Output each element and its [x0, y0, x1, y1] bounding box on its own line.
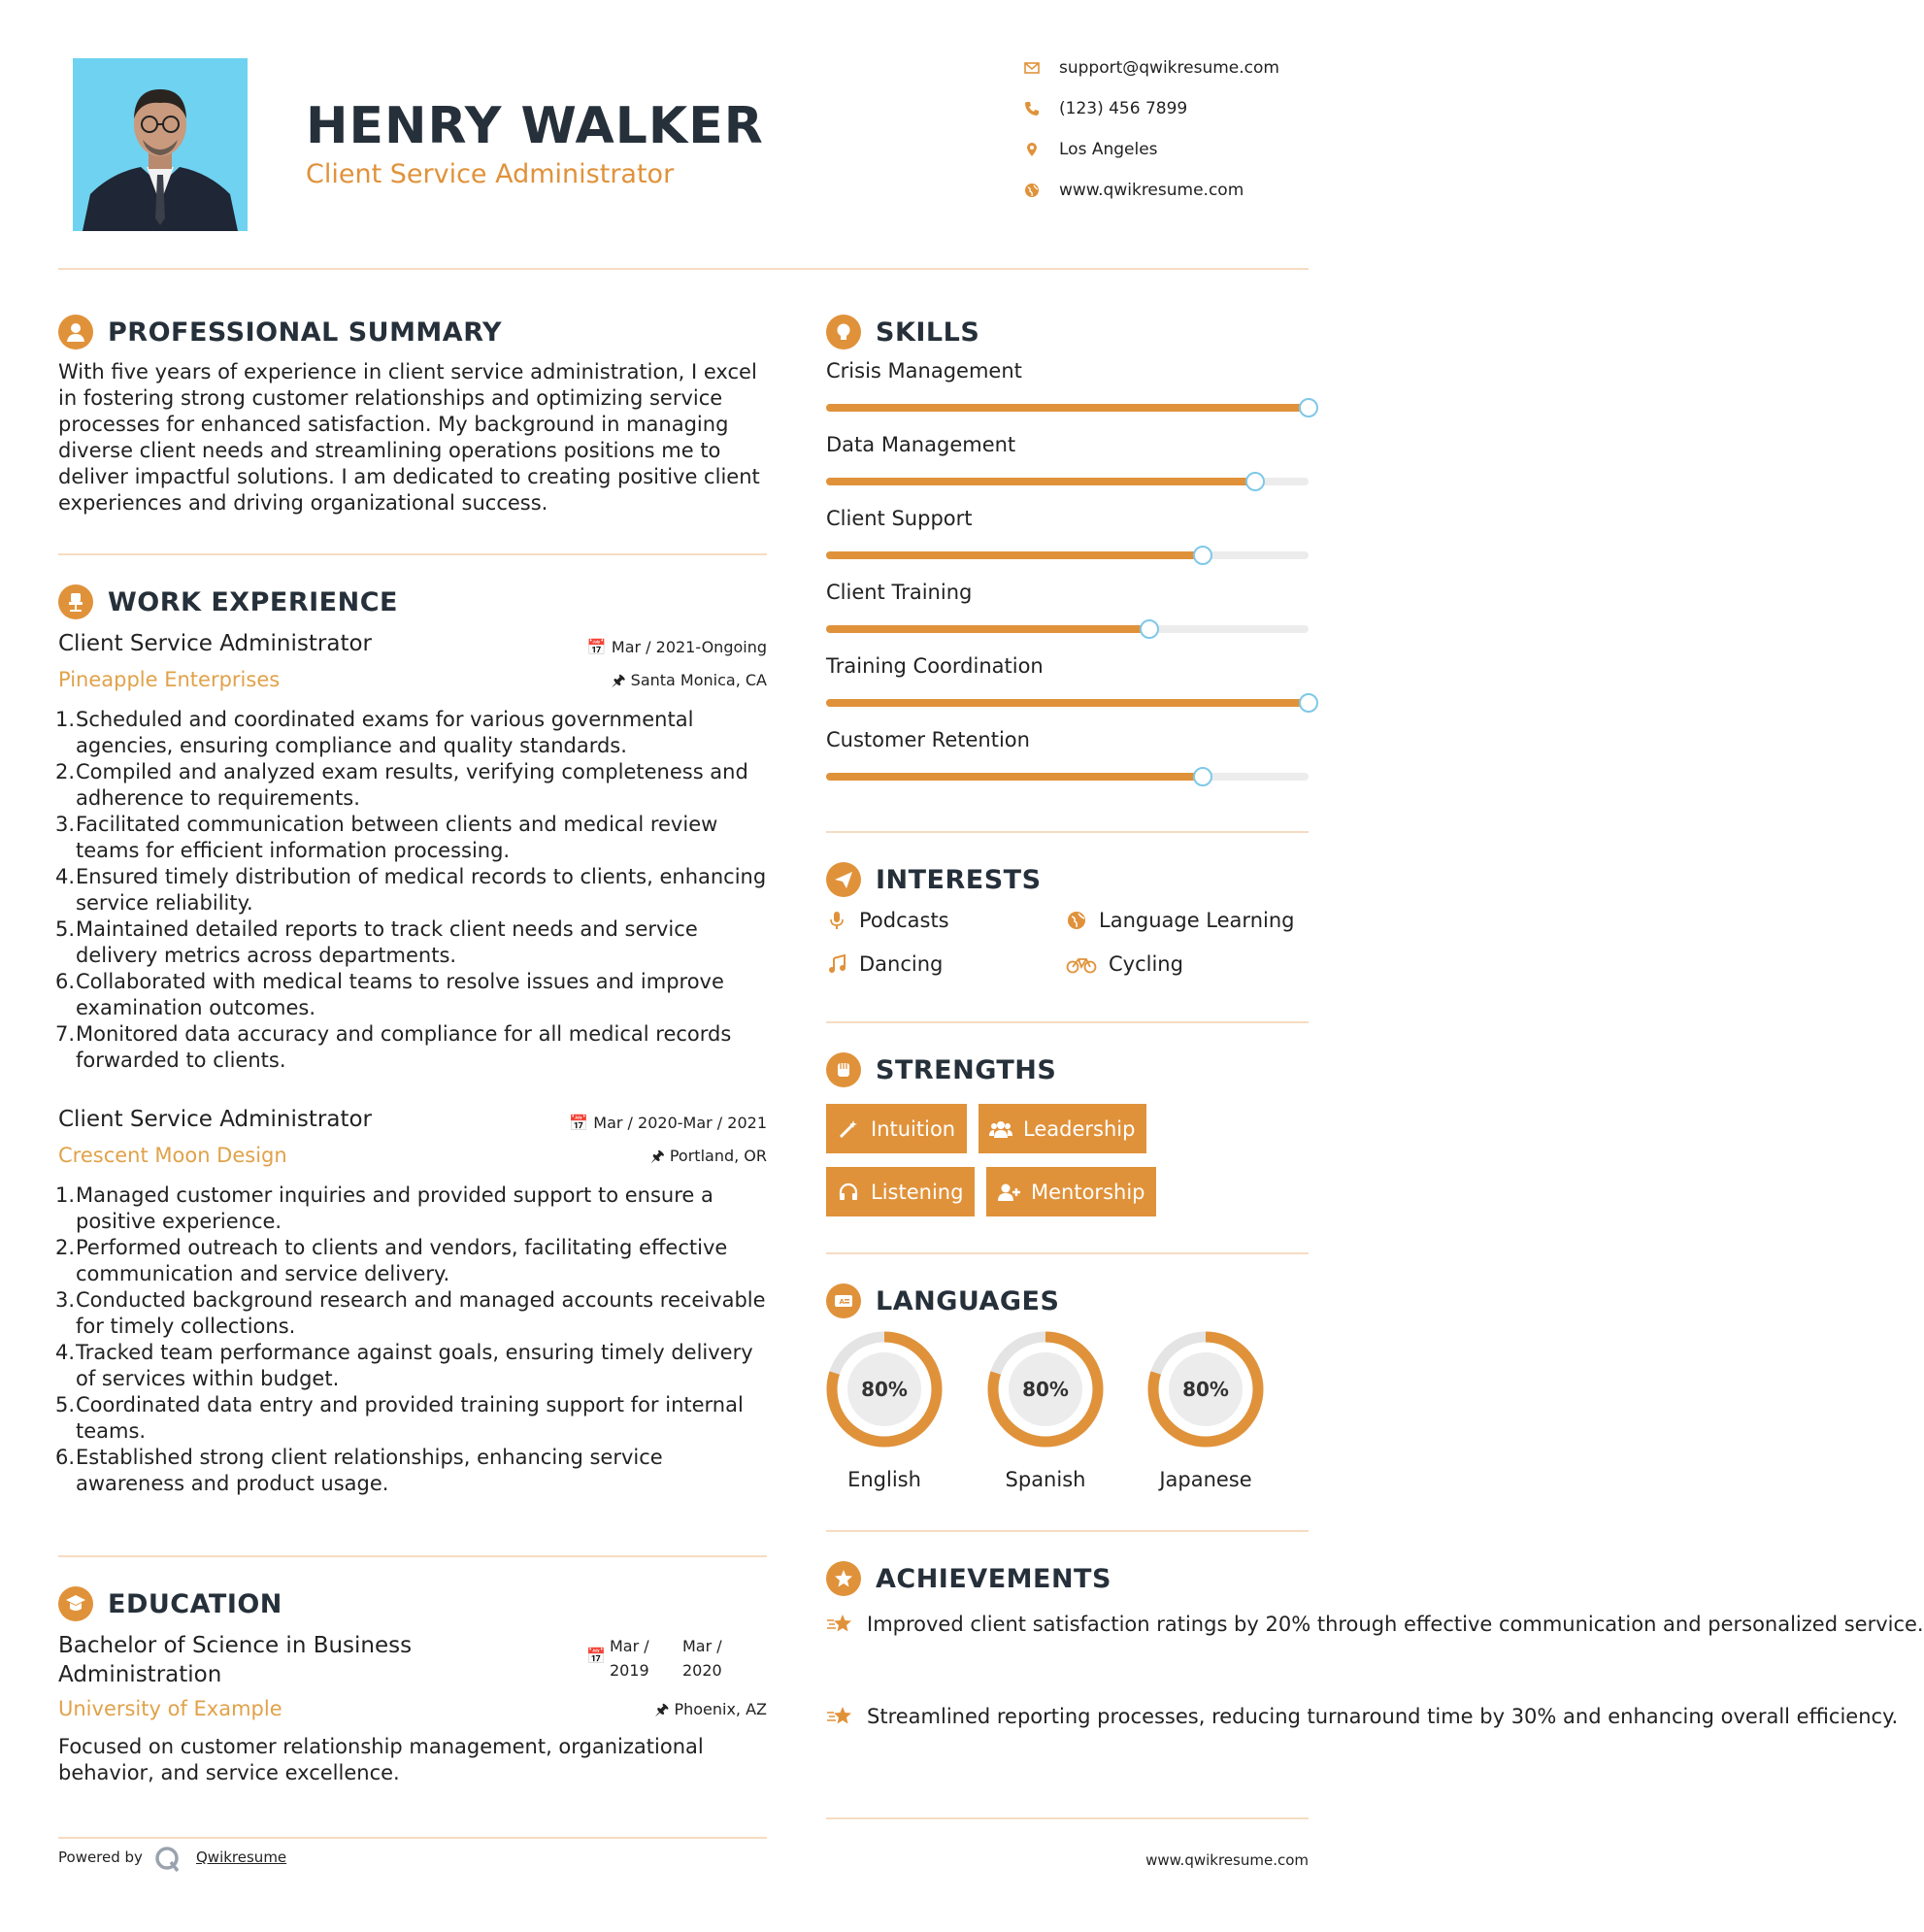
education-heading: [58, 1586, 282, 1621]
interests-divider: [826, 1021, 1309, 1023]
edu-end-line-2: 2020: [682, 1661, 722, 1680]
skill-label: Crisis Management: [826, 359, 1022, 383]
summary-divider: [58, 553, 767, 555]
edu-start-line-2: 2019: [610, 1661, 649, 1680]
language-item: [986, 1330, 1105, 1495]
globe-icon: [1024, 183, 1040, 198]
skill-bar-fill: [826, 773, 1203, 781]
skill-label: Customer Retention: [826, 728, 1030, 751]
email-text: support@qwikresume.com: [1059, 58, 1279, 78]
languages-divider: [826, 1530, 1309, 1532]
list-item: 1. Scheduled and coordinated exams for various governmental agencies, ensuring compliance and quality standards.: [55, 708, 694, 757]
skill-bar: [826, 551, 1309, 559]
skill-label: Client Support: [826, 507, 973, 530]
skills-divider: [826, 831, 1309, 833]
user-plus-icon: [998, 1182, 1019, 1203]
edu-location-text: Phoenix, AZ: [674, 1700, 767, 1718]
skill-bar-fill: [826, 551, 1203, 559]
job-location-text: Santa Monica, CA: [630, 671, 767, 689]
microphone-icon: [826, 910, 847, 931]
interest-label: Cycling: [1109, 952, 1183, 976]
edu-end-line-1: Mar /: [682, 1637, 722, 1655]
list-item: 4. Ensured timely distribution of medical records to clients, enhancing service reliability.: [55, 865, 767, 915]
job-location: [650, 1146, 767, 1172]
experience-heading-text: WORK EXPERIENCE: [108, 586, 398, 617]
language-percent: 80%: [1022, 1378, 1069, 1401]
bicycle-icon: [1066, 953, 1097, 975]
fist-icon: [826, 1052, 861, 1087]
map-marker-icon: [1024, 142, 1040, 157]
headphones-icon: [838, 1182, 859, 1203]
list-item: 7. Monitored data accuracy and compliance for all medical records forwarded to clients.: [55, 1022, 732, 1072]
language-ring: [986, 1330, 1105, 1449]
languages-heading: [826, 1283, 1059, 1318]
skill-bar: [826, 773, 1309, 781]
profile-photo: [73, 58, 248, 231]
candidate-name: HENRY WALKER: [306, 97, 764, 155]
pin-icon: 🖈: [654, 1700, 670, 1718]
company-name: Crescent Moon Design: [58, 1144, 287, 1167]
skill-bar-fill: [826, 478, 1255, 485]
job-title: Client Service Administrator: [58, 631, 372, 656]
job-bullets: [55, 1183, 772, 1497]
skill-bar-knob: [1193, 546, 1212, 565]
strength-badge-intuition: [826, 1104, 967, 1153]
header-divider: [58, 268, 1309, 270]
skill-bar-fill: [826, 625, 1149, 633]
strength-badge-mentorship: [986, 1167, 1156, 1216]
strength-label: Mentorship: [1031, 1180, 1145, 1204]
contact-website[interactable]: [1024, 181, 1315, 204]
job-dates-text: Mar / 2021-Ongoing: [611, 638, 767, 656]
education-description: Focused on customer relationship management, organizational behavior, and service excellence.: [58, 1735, 704, 1784]
list-item: 4. Tracked team performance against goals, ensuring timely delivery of services within budget.: [55, 1341, 753, 1390]
job-bullets: [55, 707, 772, 1074]
website-text: www.qwikresume.com: [1059, 181, 1244, 200]
music-note-icon: [826, 953, 847, 975]
edu-end-date: [682, 1634, 722, 1682]
degree-line-2: Administration: [58, 1662, 222, 1687]
language-item: [825, 1330, 944, 1495]
skill-label: Training Coordination: [826, 654, 1044, 678]
interest-podcasts: [826, 909, 949, 932]
company-name: Pineapple Enterprises: [58, 668, 281, 691]
education-heading-text: EDUCATION: [108, 1588, 282, 1619]
user-icon: [58, 315, 93, 350]
list-item: 3. Conducted background research and managed accounts receivable for timely collections.: [55, 1288, 766, 1338]
degree-title: [58, 1631, 412, 1689]
job-location-text: Portland, OR: [669, 1147, 767, 1165]
list-item: 5. Coordinated data entry and provided training support for internal teams.: [55, 1393, 744, 1443]
star-badge-icon: [826, 1561, 861, 1596]
achievements-heading-text: ACHIEVEMENTS: [876, 1563, 1111, 1594]
achievement-item: [826, 1612, 1924, 1638]
strengths-divider: [826, 1252, 1309, 1254]
skill-bar: [826, 478, 1309, 485]
list-item: 2. Performed outreach to clients and vendors, facilitating effective communication and service delivery.: [55, 1236, 728, 1285]
qwikresume-logo-icon: [153, 1845, 182, 1874]
calendar-icon: 📅: [586, 638, 607, 656]
skill-label: Data Management: [826, 433, 1016, 456]
svg-text:A: A: [839, 1298, 845, 1306]
qwikresume-link[interactable]: Qwikresume: [196, 1849, 287, 1866]
location-text: Los Angeles: [1059, 140, 1158, 159]
job-location: [612, 670, 767, 696]
skill-label: Client Training: [826, 581, 973, 604]
school-name: University of Example: [58, 1697, 282, 1720]
skill-bar-knob: [1299, 398, 1318, 417]
footer-website-link[interactable]: www.qwikresume.com: [1145, 1851, 1309, 1869]
interest-label: Dancing: [859, 952, 944, 976]
job-dates: [569, 1114, 767, 1132]
job-title: Client Service Administrator: [58, 1107, 372, 1132]
skill-bar-knob: [1245, 472, 1265, 491]
pin-icon: 🖈: [649, 1147, 665, 1165]
users-icon: [990, 1118, 1012, 1140]
paper-plane-icon: [826, 862, 861, 897]
achievement-text: Streamlined reporting processes, reducing turnaround time by 30% and enhancing overall efficiency.: [867, 1705, 1899, 1728]
language-percent: 80%: [861, 1378, 908, 1401]
summary-text: With five years of experience in client service administration, I excel in fostering strong customer relationships and optimizing service processes for enhanced satisfaction. My background in managing diverse client needs and streamlining operations positions me to deliver impactful solutions. I am dedicated to creating positive client experiences and driving organizational success.: [58, 360, 760, 515]
job-dates-text: Mar / 2020-Mar / 2021: [593, 1114, 767, 1132]
job-dates: [587, 638, 767, 656]
interest-dancing: [826, 952, 943, 976]
skill-bar-fill: [826, 699, 1309, 707]
list-item: 6. Collaborated with medical teams to resolve issues and improve examination outcomes.: [55, 970, 724, 1019]
phone-icon: [1024, 101, 1040, 117]
phone-text: (123) 456 7899: [1059, 99, 1188, 118]
edu-location: [655, 1699, 767, 1725]
star-icon: [826, 1706, 855, 1727]
contact-email[interactable]: [1024, 58, 1315, 82]
envelope-icon: [1024, 60, 1040, 76]
skill-bar-knob: [1193, 767, 1212, 786]
summary-heading-text: PROFESSIONAL SUMMARY: [108, 316, 503, 348]
pin-icon: 🖈: [611, 671, 626, 689]
degree-line-1: Bachelor of Science in Business: [58, 1633, 413, 1658]
interests-heading-text: INTERESTS: [876, 864, 1042, 895]
strength-label: Listening: [871, 1180, 964, 1204]
experience-heading: [58, 584, 398, 619]
lightbulb-icon: [826, 315, 861, 350]
edu-start-date: [610, 1634, 649, 1682]
interest-label: Language Learning: [1099, 909, 1295, 932]
strength-badge-listening: [826, 1167, 975, 1216]
interest-label: Podcasts: [859, 909, 949, 932]
skill-bar-fill: [826, 404, 1309, 412]
achievements-heading: [826, 1561, 1111, 1596]
language-name: English: [847, 1468, 921, 1491]
language-ring: [1146, 1330, 1265, 1449]
education-divider: [58, 1837, 767, 1839]
strengths-heading-text: STRENGTHS: [876, 1054, 1057, 1085]
candidate-title: Client Service Administrator: [306, 159, 675, 189]
language-ring: [825, 1330, 944, 1449]
list-item: 6. Established strong client relationships, enhancing service awareness and product usage.: [55, 1446, 663, 1495]
language-name: Spanish: [1005, 1468, 1086, 1491]
list-item: 1. Managed customer inquiries and provided support to ensure a positive experience.: [55, 1183, 713, 1233]
graduate-icon: [58, 1586, 93, 1621]
strength-label: Leadership: [1023, 1116, 1136, 1141]
calendar-icon: 📅: [569, 1114, 589, 1132]
achievements-divider: [826, 1817, 1309, 1819]
skill-bar-knob: [1140, 619, 1159, 639]
skill-bar: [826, 404, 1309, 412]
skill-bar: [826, 699, 1309, 707]
globe-icon: [1066, 910, 1087, 931]
language-percent: 80%: [1182, 1378, 1229, 1401]
interest-language-learning: [1066, 909, 1294, 932]
contact-phone[interactable]: [1024, 99, 1315, 122]
magic-wand-icon: [838, 1118, 859, 1140]
list-item: 5. Maintained detailed reports to track client needs and service delivery metrics across departments.: [55, 917, 698, 967]
strengths-heading: [826, 1052, 1056, 1087]
skill-bar: [826, 625, 1309, 633]
powered-by-label: Powered by: [58, 1849, 143, 1866]
interest-cycling: [1066, 952, 1183, 976]
skill-bar-knob: [1299, 693, 1318, 713]
briefcase-chair-icon: [58, 584, 93, 619]
star-icon: [826, 1614, 855, 1635]
skills-heading: [826, 315, 979, 350]
language-card-icon: [826, 1283, 861, 1318]
edu-start-line-1: Mar /: [610, 1637, 649, 1655]
list-item: 2. Compiled and analyzed exam results, verifying completeness and adherence to requirements.: [55, 760, 748, 810]
achievement-text: Improved client satisfaction ratings by 20% through effective communication and personalized service.: [867, 1613, 1924, 1636]
list-item: 3. Facilitated communication between clients and medical review teams for efficient information processing.: [55, 813, 718, 862]
strength-label: Intuition: [871, 1116, 956, 1141]
experience-divider: [58, 1555, 767, 1557]
language-name: Japanese: [1159, 1468, 1252, 1491]
language-item: [1146, 1330, 1265, 1495]
summary-heading: [58, 315, 502, 350]
strength-badge-leadership: [979, 1104, 1146, 1153]
skills-heading-text: SKILLS: [876, 316, 980, 348]
interests-heading: [826, 862, 1042, 897]
achievement-item: [826, 1704, 1899, 1730]
contact-location: [1024, 140, 1315, 163]
calendar-icon: 📅: [586, 1647, 606, 1665]
languages-heading-text: LANGUAGES: [876, 1285, 1060, 1316]
